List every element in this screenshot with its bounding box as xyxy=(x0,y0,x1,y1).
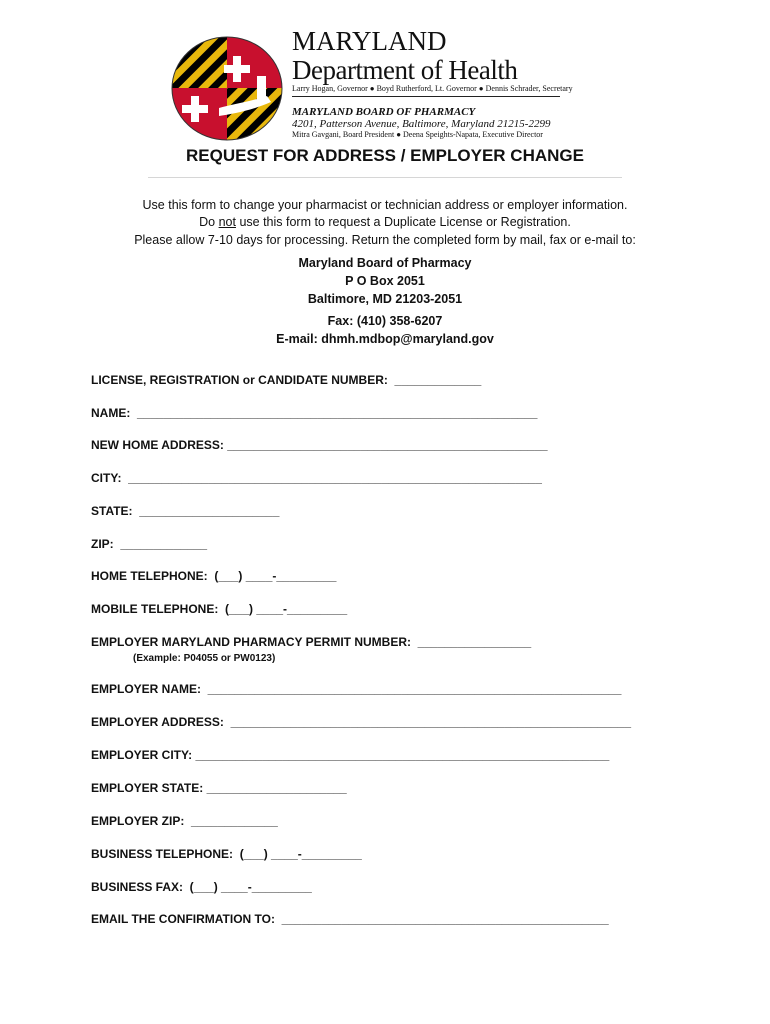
field-label: EMPLOYER MARYLAND PHARMACY PERMIT NUMBER: xyxy=(91,635,412,649)
license-number-field[interactable] xyxy=(91,373,481,387)
agency-name: MARYLAND xyxy=(292,26,447,56)
field-label: NEW HOME ADDRESS: xyxy=(91,438,224,452)
board-officials: Mitra Gavgani, Board President ● Deena Speights-Napata, Executive Director xyxy=(292,130,543,139)
field-blank[interactable]: _____________ xyxy=(184,814,278,828)
field-label: EMPLOYER ADDRESS: xyxy=(91,715,224,729)
employer-address-field[interactable] xyxy=(91,715,631,729)
form-title: REQUEST FOR ADDRESS / EMPLOYER CHANGE xyxy=(186,146,584,165)
field-blank[interactable]: (___) ____-_________ xyxy=(218,602,348,616)
permit-number-field[interactable] xyxy=(91,635,531,649)
field-blank[interactable]: _____________________ xyxy=(203,781,347,795)
field-blank[interactable]: _________________ xyxy=(411,635,532,649)
mailing-name: Maryland Board of Pharmacy xyxy=(298,256,472,270)
field-label: LICENSE, REGISTRATION or CANDIDATE NUMBER: xyxy=(91,373,388,387)
employer-state-field[interactable] xyxy=(91,781,347,795)
field-label: EMPLOYER NAME: xyxy=(91,682,202,696)
board-name: MARYLAND BOARD OF PHARMACY xyxy=(292,106,476,118)
field-label: HOME TELEPHONE: xyxy=(91,569,208,583)
field-blank[interactable]: ________________________________________________ xyxy=(223,438,548,452)
field-blank[interactable]: ______________________________________________________________ xyxy=(121,471,542,485)
field-blank[interactable]: (___) ____-_________ xyxy=(207,569,337,583)
field-label: BUSINESS TELEPHONE: xyxy=(91,847,234,861)
mobile-telephone-field[interactable] xyxy=(91,602,347,616)
zip-field[interactable] xyxy=(91,537,207,551)
permit-example: (Example: P04055 or PW0123) xyxy=(133,653,276,664)
business-fax-field[interactable] xyxy=(91,880,312,894)
home-address-field[interactable] xyxy=(91,438,548,452)
name-field[interactable] xyxy=(91,406,537,420)
maryland-logo xyxy=(171,36,283,141)
field-label: MOBILE TELEPHONE: xyxy=(91,602,219,616)
field-label: ZIP: xyxy=(91,537,114,551)
department-name: Department of Health xyxy=(292,55,518,85)
employer-name-field[interactable] xyxy=(91,682,621,696)
field-blank[interactable]: ______________________________________________________________ xyxy=(192,748,610,762)
field-blank[interactable]: _________________________________________________ xyxy=(275,912,609,926)
intro-line-2-start: Do xyxy=(199,215,219,229)
header-divider xyxy=(292,96,560,97)
field-blank[interactable]: ____________________________________________________________ xyxy=(223,715,632,729)
intro-line-1: Use this form to change your pharmacist or technician address or employer information. xyxy=(142,198,628,212)
home-telephone-field[interactable] xyxy=(91,569,336,583)
field-label: EMPLOYER ZIP: xyxy=(91,814,185,828)
intro-line-3: Please allow 7-10 days for processing. Return the completed form by mail, fax or e-mail to: xyxy=(134,233,636,247)
employer-city-field[interactable] xyxy=(91,748,609,762)
mailing-fax: Fax: (410) 358-6207 xyxy=(327,314,443,328)
mailing-city: Baltimore, MD 21203-2051 xyxy=(307,292,463,306)
field-blank[interactable]: ____________________________________________________________ xyxy=(130,406,538,420)
intro-line-2-end: use this form to request a Duplicate License or Registration. xyxy=(235,215,571,229)
intro-emphasis: not xyxy=(218,215,236,229)
board-address: 4201, Patterson Avenue, Baltimore, Maryland 21215-2299 xyxy=(292,118,551,130)
city-field[interactable] xyxy=(91,471,542,485)
title-divider xyxy=(148,177,622,178)
maryland-flag-seal-icon xyxy=(171,36,283,141)
mailing-po-box: P O Box 2051 xyxy=(345,274,425,288)
field-label: EMPLOYER CITY: xyxy=(91,748,193,762)
mailing-email: E-mail: dhmh.mdbop@maryland.gov xyxy=(276,332,494,346)
employer-zip-field[interactable] xyxy=(91,814,278,828)
confirmation-email-field[interactable] xyxy=(91,912,609,926)
state-officials: Larry Hogan, Governor ● Boyd Rutherford, Lt. Governor ● Dennis Schrader, Secretary xyxy=(292,84,573,93)
field-blank[interactable]: (___) ____-_________ xyxy=(183,880,312,894)
field-blank[interactable]: _____________________ xyxy=(132,504,280,518)
field-blank[interactable]: ______________________________________________________________ xyxy=(201,682,622,696)
state-field[interactable] xyxy=(91,504,279,518)
intro-line-2 xyxy=(0,215,770,229)
field-blank[interactable]: _____________ xyxy=(113,537,208,551)
field-label: STATE: xyxy=(91,504,133,518)
field-label: CITY: xyxy=(91,471,122,485)
field-label: NAME: xyxy=(91,406,131,420)
field-label: BUSINESS FAX: xyxy=(91,880,184,894)
field-label: EMPLOYER STATE: xyxy=(91,781,204,795)
field-blank[interactable]: _____________ xyxy=(387,373,482,387)
field-label: EMAIL THE CONFIRMATION TO: xyxy=(91,912,275,926)
business-telephone-field[interactable] xyxy=(91,847,362,861)
field-blank[interactable]: (___) ____-_________ xyxy=(233,847,362,861)
